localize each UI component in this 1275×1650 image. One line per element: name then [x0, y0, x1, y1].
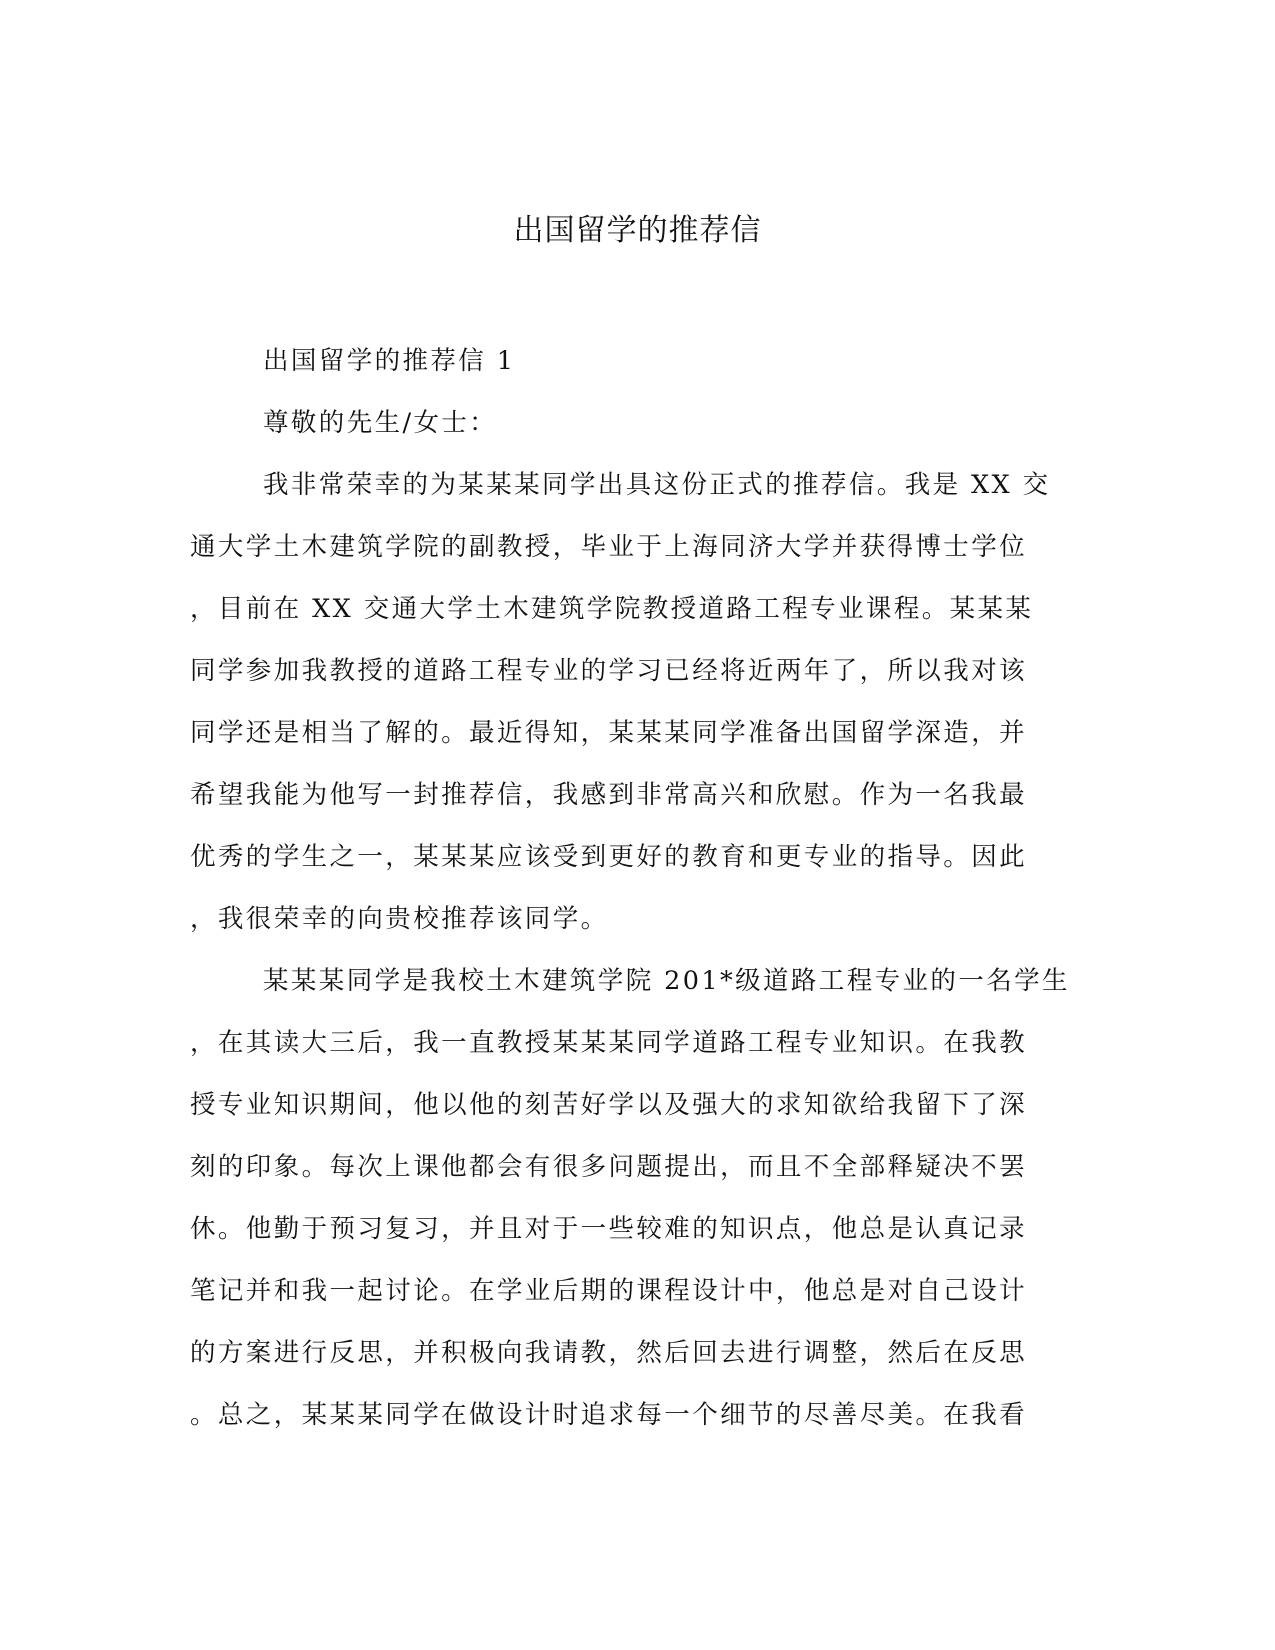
paragraph-line: ，目前在 XX 交通大学土木建筑学院教授道路工程专业课程。某某某 — [190, 594, 1034, 624]
paragraph-line: 通大学土木建筑学院的副教授，毕业于上海同济大学并获得博士学位 — [190, 532, 1028, 562]
section-heading: 出国留学的推荐信 1 — [263, 346, 516, 376]
paragraph-line: 笔记并和我一起讨论。在学业后期的课程设计中，他总是对自己设计 — [190, 1276, 1028, 1306]
paragraph-line: ，在其读大三后，我一直教授某某某同学道路工程专业知识。在我教 — [190, 1028, 1028, 1058]
paragraph-line: ，我很荣幸的向贵校推荐该同学。 — [190, 904, 609, 934]
salutation: 尊敬的先生/女士： — [263, 408, 498, 438]
document-body — [190, 330, 1070, 1446]
paragraph-line: 授专业知识期间，他以他的刻苦好学以及强大的求知欲给我留下了深 — [190, 1090, 1028, 1120]
paragraph-line: 同学还是相当了解的。最近得知，某某某同学准备出国留学深造，并 — [190, 718, 1028, 748]
document-title: 出国留学的推荐信 — [513, 213, 762, 248]
paragraph-line: 我非常荣幸的为某某某同学出具这份正式的推荐信。我是 XX 交 — [263, 470, 1051, 500]
paragraph-line: 。总之，某某某同学在做设计时追求每一个细节的尽善尽美。在我看 — [190, 1400, 1028, 1430]
paragraph-line: 同学参加我教授的道路工程专业的学习已经将近两年了，所以我对该 — [190, 656, 1028, 686]
paragraph-line: 优秀的学生之一，某某某应该受到更好的教育和更专业的指导。因此 — [190, 842, 1028, 872]
paragraph-line: 休。他勤于预习复习，并且对于一些较难的知识点，他总是认真记录 — [190, 1214, 1028, 1244]
paragraph-line: 希望我能为他写一封推荐信，我感到非常高兴和欣慰。作为一名我最 — [190, 780, 1028, 810]
paragraph-line: 某某某同学是我校土木建筑学院 201*级道路工程专业的一名学生 — [263, 966, 1070, 996]
paragraph-line: 的方案进行反思，并积极向我请教，然后回去进行调整，然后在反思 — [190, 1338, 1028, 1368]
paragraph-line: 刻的印象。每次上课他都会有很多问题提出，而且不全部释疑决不罢 — [190, 1152, 1028, 1182]
